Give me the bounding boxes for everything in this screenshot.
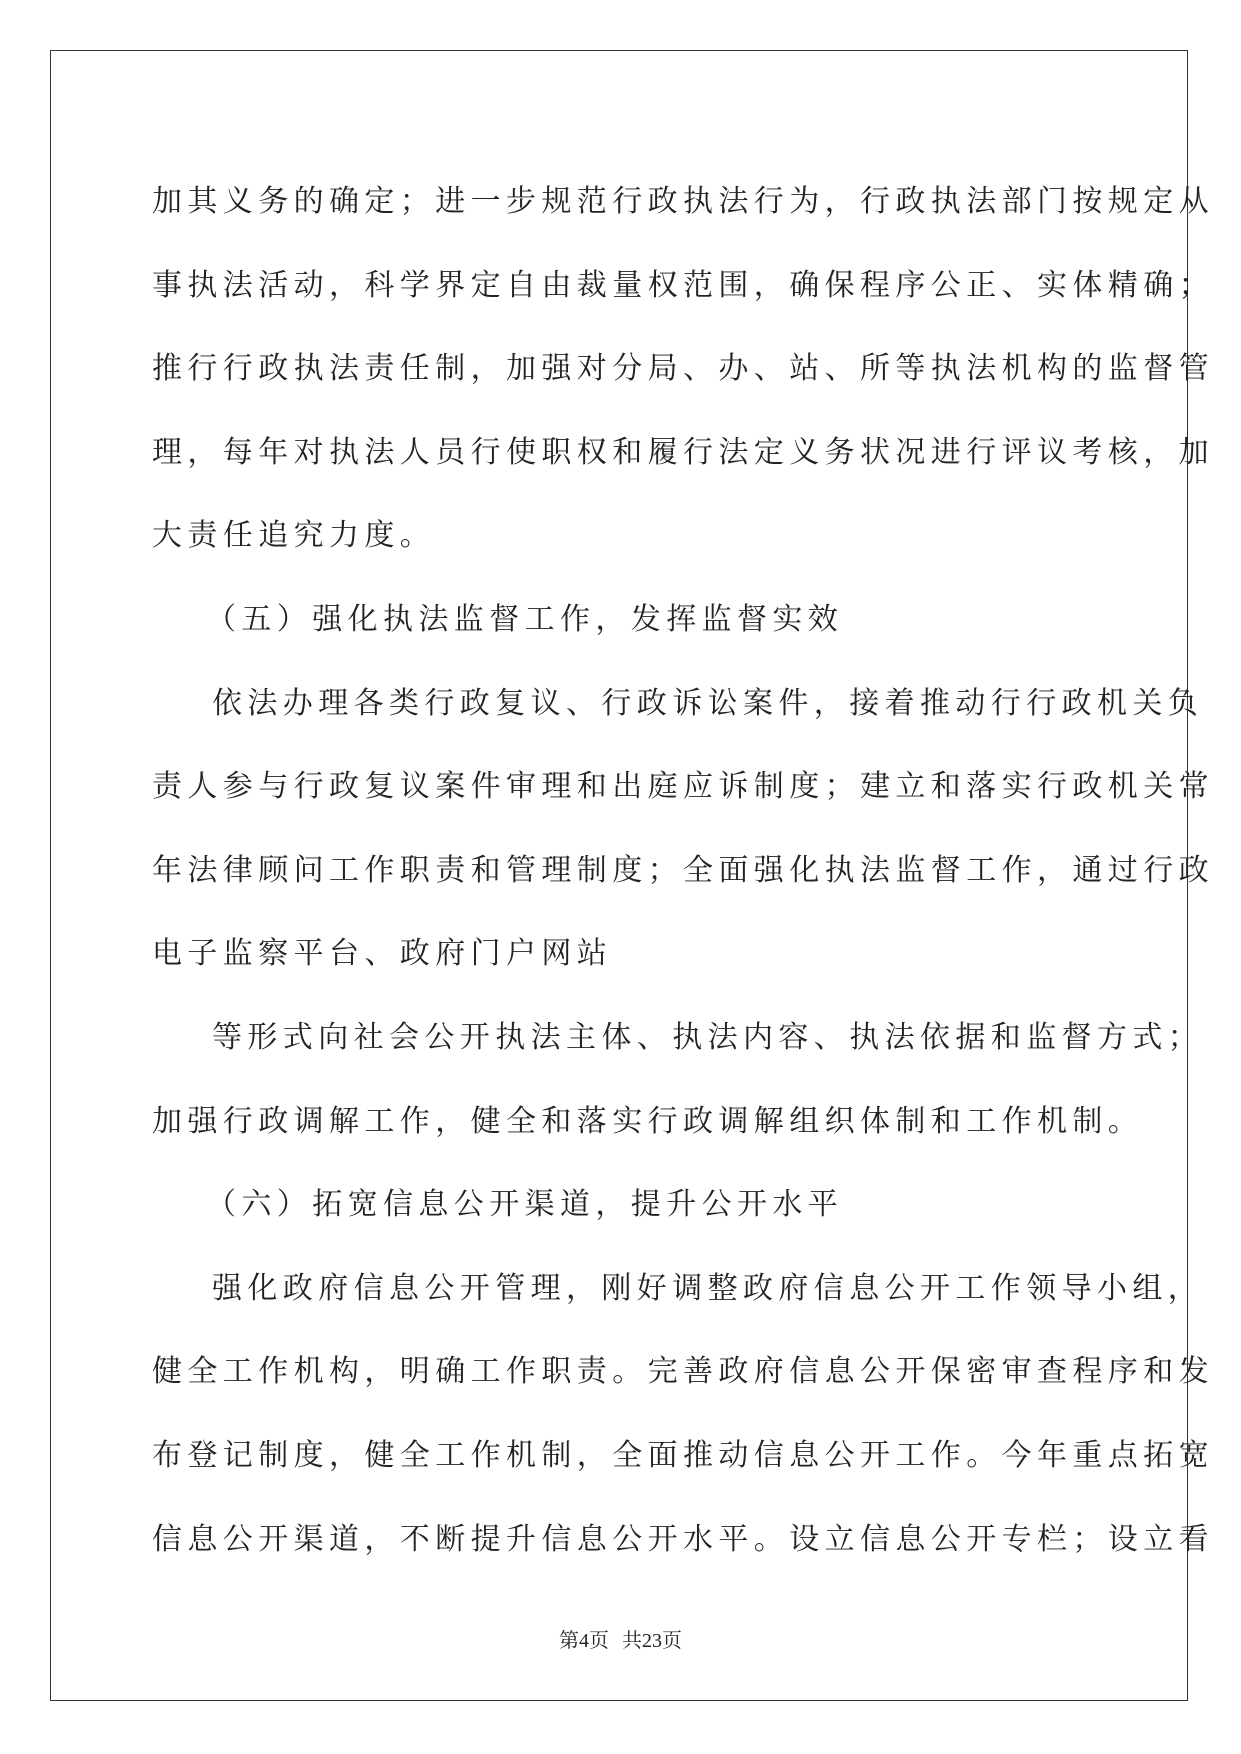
text-line: 加其义务的确定；进一步规范行政执法行为，行政执法部门按规定从 xyxy=(152,184,1214,219)
text-line: 大责任追究力度。 xyxy=(152,518,436,554)
section-heading-5: （五）强化执法监督工作，发挥监督实效 xyxy=(206,601,844,637)
section-heading-6: （六）拓宽信息公开渠道，提升公开水平 xyxy=(206,1187,844,1223)
page-footer xyxy=(0,1624,1241,1653)
text-line: 信息公开渠道，不断提升信息公开水平。设立信息公开专栏；设立看 xyxy=(152,1521,1214,1557)
document-body xyxy=(152,160,1214,1581)
text-line: 理，每年对执法人员行使职权和履行法定义务状况进行评议考核，加 xyxy=(152,434,1214,470)
text-line: 责人参与行政复议案件审理和出庭应诉制度；建立和落实行政机关常 xyxy=(152,769,1214,805)
text-line: 布登记制度，健全工作机制，全面推动信息公开工作。今年重点拓宽 xyxy=(152,1437,1214,1473)
text-line: 电子监察平台、政府门户网站 xyxy=(152,936,613,972)
text-line: 强化政府信息公开管理，刚好调整政府信息公开工作领导小组， xyxy=(212,1270,1204,1306)
text-line: 依法办理各类行政复议、行政诉讼案件，接着推动行行政机关负 xyxy=(212,685,1204,721)
text-line: 健全工作机构，明确工作职责。完善政府信息公开保密审查程序和发 xyxy=(152,1354,1214,1390)
text-line: 年法律顾问工作职责和管理制度；全面强化执法监督工作，通过行政 xyxy=(152,852,1214,888)
text-line: 事执法活动，科学界定自由裁量权范围，确保程序公正、实体精确； xyxy=(152,267,1214,303)
page-number: 第4页 xyxy=(559,1630,609,1652)
text-line: 加强行政调解工作，健全和落实行政调解组织体制和工作机制。 xyxy=(152,1103,1144,1139)
page-total: 共23页 xyxy=(622,1630,682,1652)
text-line: 推行行政执法责任制，加强对分局、办、站、所等执法机构的监督管 xyxy=(152,351,1214,387)
text-line: 等形式向社会公开执法主体、执法内容、执法依据和监督方式； xyxy=(212,1019,1204,1055)
